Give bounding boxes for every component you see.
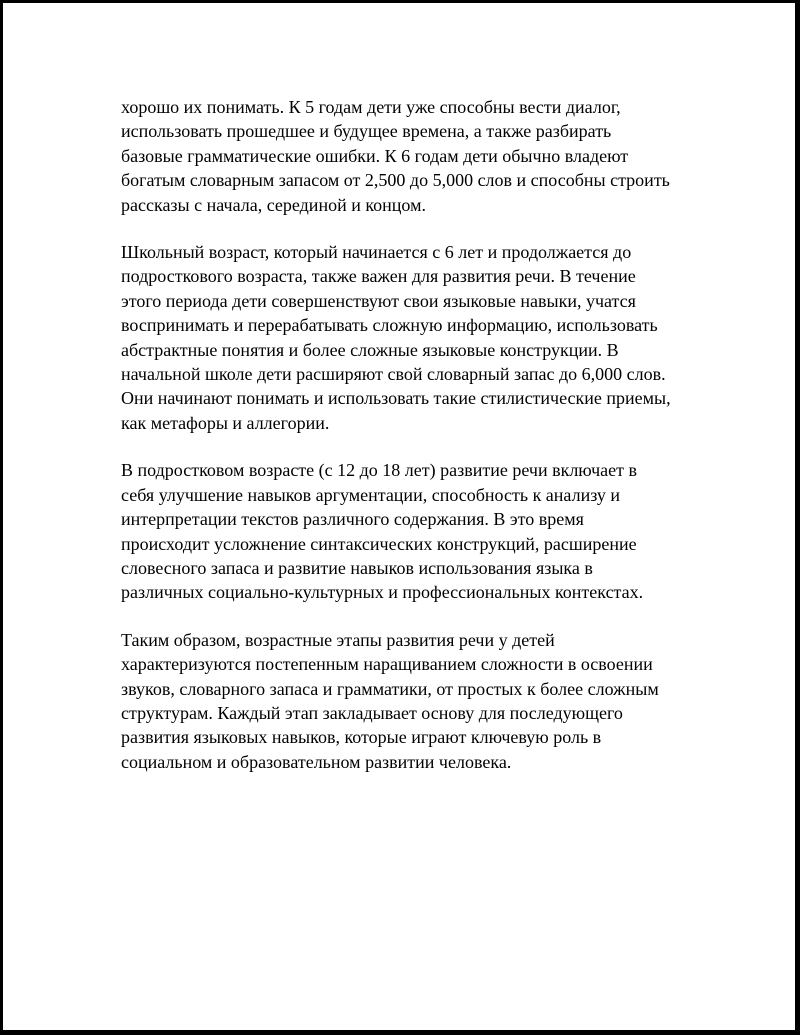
text-line: богатым словарным запасом от 2,500 до 5,000 слов и способны строить — [121, 170, 670, 191]
text-line: интерпретации текстов различного содержания. В это время — [121, 509, 584, 530]
text-line: себя улучшение навыков аргументации, способность к анализу и — [121, 484, 621, 505]
text-line: базовые грамматические ошибки. К 6 годам дети обычно владеют — [121, 145, 629, 166]
text-line: воспринимать и перерабатывать сложную информацию, использовать — [121, 315, 658, 336]
text-line: подросткового возраста, также важен для развития речи. В течение — [121, 266, 636, 287]
text-line: хорошо их понимать. К 5 годам дети уже способны вести диалог, — [121, 97, 621, 117]
text-line: Таким образом, возрастные этапы развития речи у детей — [121, 629, 555, 650]
text-line: происходит усложнение синтаксических конструкций, расширение — [121, 533, 637, 554]
text-line: развития языковых навыков, которые играют ключевую роль в — [121, 727, 602, 748]
text-line: словесного запаса и развитие навыков использования языка в — [121, 557, 593, 578]
text-line: Школьный возраст, который начинается с 6 лет и продолжается до — [121, 242, 632, 263]
paragraph-1 — [121, 95, 696, 217]
paragraph-3 — [121, 458, 696, 604]
paragraph-2 — [121, 240, 696, 435]
text-line: Они начинают понимать и использовать такие стилистические приемы, — [121, 388, 671, 409]
text-line: абстрактные понятия и более сложные языковые конструкции. В — [121, 339, 619, 360]
text-line: рассказы с начала, серединой и концом. — [121, 194, 426, 215]
text-line: звуков, словарного запаса и грамматики, от простых к более сложным — [121, 678, 659, 699]
text-line: В подростковом возрасте (с 12 до 18 лет) развитие речи включает в — [121, 460, 637, 481]
paragraph-4 — [121, 628, 696, 774]
document-body — [121, 95, 696, 797]
text-line: этого периода дети совершенствуют свои языковые навыки, учатся — [121, 290, 636, 311]
text-line: структурам. Каждый этап закладывает основу для последующего — [121, 702, 623, 723]
text-line: использовать прошедшее и будущее времена, а также разбирать — [121, 121, 612, 142]
text-line: социальном и образовательном развитии человека. — [121, 751, 512, 772]
text-line: различных социально-культурных и профессиональных контекстах. — [121, 582, 644, 603]
text-line: начальной школе дети расширяют свой словарный запас до 6,000 слов. — [121, 364, 666, 385]
text-line: характеризуются постепенным наращиванием сложности в освоении — [121, 654, 653, 675]
text-line: как метафоры и аллегории. — [121, 412, 330, 433]
